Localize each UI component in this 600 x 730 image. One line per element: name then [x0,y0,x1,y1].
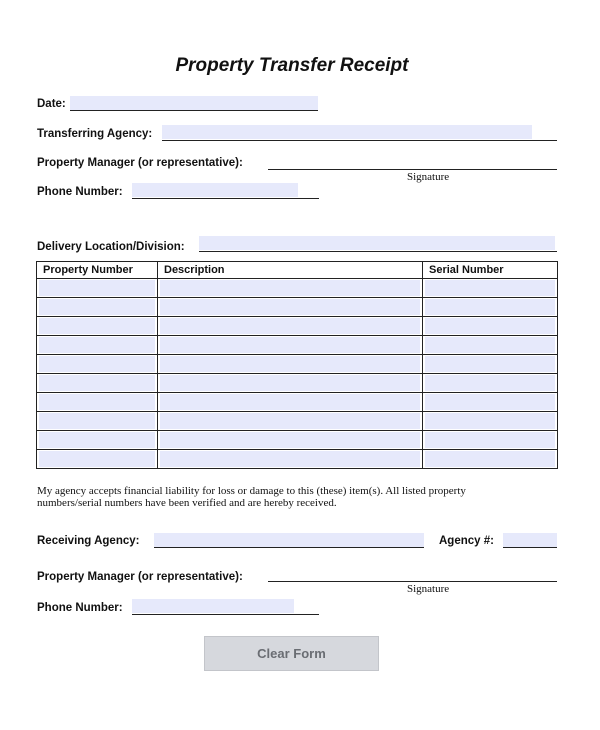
serial-number-input[interactable] [425,394,555,410]
serial-number-input[interactable] [425,280,555,296]
form-title: Property Transfer Receipt [175,55,409,76]
table-cell [158,412,423,431]
table-cell [37,393,158,412]
description-input[interactable] [160,394,420,410]
column-header-description: Description [158,262,423,279]
description-input[interactable] [160,375,420,391]
table-cell [423,393,558,412]
phone-label: Phone Number: [37,186,123,198]
property-number-input[interactable] [39,280,155,296]
table-cell [158,336,423,355]
date-label: Date: [37,98,66,110]
table-cell [37,355,158,374]
agency-number-label: Agency #: [439,535,494,547]
property-number-input[interactable] [39,413,155,429]
liability-statement-line-1: My agency accepts financial liability for loss or damage to this (these) item(s). All listed property [37,485,466,497]
table-row [37,412,558,431]
receiving-signature-caption: Signature [407,583,450,595]
transferring-agency-underline [162,140,557,141]
table-cell [158,279,423,298]
serial-number-input[interactable] [425,299,555,315]
date-underline [70,110,318,111]
table-row [37,336,558,355]
table-cell [37,336,158,355]
property-number-input[interactable] [39,356,155,372]
property-number-input[interactable] [39,318,155,334]
property-number-input[interactable] [39,337,155,353]
agency-number-field[interactable] [503,533,557,547]
table-cell [423,355,558,374]
table-row [37,279,558,298]
description-input[interactable] [160,299,420,315]
table-cell [423,279,558,298]
property-items-table [36,261,558,469]
delivery-location-field[interactable] [199,236,555,250]
date-field[interactable] [70,96,318,110]
table-cell [37,431,158,450]
table-cell [423,431,558,450]
description-input[interactable] [160,432,420,448]
property-manager-signature-line[interactable] [268,169,557,170]
table-cell [37,279,158,298]
table-cell [158,317,423,336]
table-cell [37,374,158,393]
signature-caption: Signature [407,171,450,183]
receiving-property-manager-label: Property Manager (or representative): [37,571,243,583]
serial-number-input[interactable] [425,356,555,372]
property-number-input[interactable] [39,375,155,391]
column-header-property-number: Property Number [37,262,158,279]
table-row [37,450,558,469]
table-cell [37,450,158,469]
serial-number-input[interactable] [425,451,555,467]
phone-field[interactable] [132,183,298,197]
table-row [37,298,558,317]
phone-underline [132,198,319,199]
receiving-property-manager-signature-line[interactable] [268,581,557,582]
liability-statement-line-2: numbers/serial numbers have been verified and are hereby received. [37,497,337,509]
property-number-input[interactable] [39,432,155,448]
receiving-phone-label: Phone Number: [37,602,123,614]
table-row [37,374,558,393]
column-header-serial-number: Serial Number [423,262,558,279]
property-number-input[interactable] [39,394,155,410]
property-manager-label: Property Manager (or representative): [37,157,243,169]
clear-form-button[interactable]: Clear Form [204,636,379,671]
serial-number-input[interactable] [425,318,555,334]
receiving-phone-underline [132,614,319,615]
description-input[interactable] [160,356,420,372]
receiving-agency-field[interactable] [154,533,424,547]
table-header-row [37,262,558,279]
description-input[interactable] [160,280,420,296]
property-number-input[interactable] [39,299,155,315]
table-cell [423,450,558,469]
serial-number-input[interactable] [425,375,555,391]
description-input[interactable] [160,413,420,429]
table-cell [158,431,423,450]
receiving-agency-underline [154,547,424,548]
table-cell [37,317,158,336]
receiving-phone-field[interactable] [132,599,294,613]
table-cell [158,298,423,317]
table-cell [423,336,558,355]
table-cell [423,412,558,431]
agency-number-underline [503,547,557,548]
description-input[interactable] [160,337,420,353]
table-cell [37,412,158,431]
transferring-agency-field[interactable] [162,125,532,139]
serial-number-input[interactable] [425,432,555,448]
table-cell [423,317,558,336]
table-cell [158,393,423,412]
description-input[interactable] [160,318,420,334]
table-cell [423,298,558,317]
table-cell [158,355,423,374]
property-number-input[interactable] [39,451,155,467]
table-row [37,393,558,412]
delivery-location-underline [199,251,557,252]
table-cell [37,298,158,317]
receiving-agency-label: Receiving Agency: [37,535,140,547]
delivery-location-label: Delivery Location/Division: [37,241,185,253]
table-row [37,355,558,374]
transferring-agency-label: Transferring Agency: [37,128,153,140]
table-cell [158,374,423,393]
serial-number-input[interactable] [425,413,555,429]
description-input[interactable] [160,451,420,467]
table-row [37,317,558,336]
table-cell [423,374,558,393]
table-row [37,431,558,450]
table-cell [158,450,423,469]
serial-number-input[interactable] [425,337,555,353]
